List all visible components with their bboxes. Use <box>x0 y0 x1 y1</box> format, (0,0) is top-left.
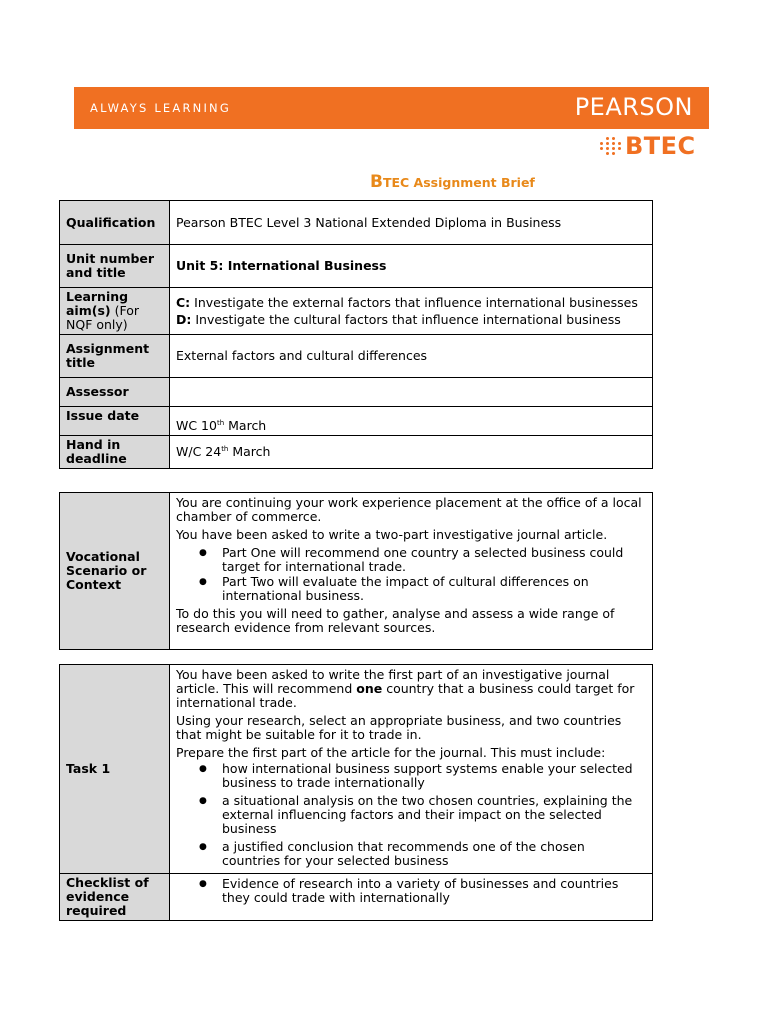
tagline: ALWAYS LEARNING <box>90 101 231 115</box>
learning-aims-label <box>60 288 170 335</box>
pearson-logo: PEARSON <box>574 93 693 121</box>
task-paragraph-3: Prepare the first part of the article for the journal. This must include: <box>176 745 606 760</box>
pearson-banner <box>74 87 709 129</box>
learning-aims-value <box>170 288 653 335</box>
list-item: ● a justified conclusion that recommends one of the chosen countries for your selected business <box>222 840 646 868</box>
checklist-content <box>170 874 653 921</box>
task-paragraph-1-emphasis: one <box>356 681 383 696</box>
scenario-paragraph-2: You have been asked to write a two-part investigative journal article. <box>176 527 608 542</box>
issue-date-month: March <box>224 418 267 433</box>
task-paragraph-1-start: You have been asked to write the first part of an investigative journal article. This will recommend <box>176 667 610 696</box>
aim-d-text: Investigate the cultural factors that influence international business <box>191 311 621 327</box>
aim-c-text: Investigate the external factors that influence international businesses <box>190 294 638 310</box>
scenario-content <box>170 493 653 650</box>
learning-aims-label-note: (For NQF only) <box>66 303 140 332</box>
list-item: ● Part One will recommend one country a selected business could target for international trade. <box>222 546 646 574</box>
assessor-value <box>170 378 653 407</box>
list-item: ● Part Two will evaluate the impact of cultural differences on international business. <box>222 575 646 603</box>
scenario-bullet-list <box>176 546 646 603</box>
assignment-title-label: Assignment title <box>60 335 170 378</box>
table-row <box>60 378 653 407</box>
table-row <box>60 245 653 288</box>
issue-date-value <box>170 407 653 436</box>
title-rest: TEC Assignment Brief <box>382 175 535 190</box>
scenario-paragraph-3: To do this you will need to gather, analyse and assess a wide range of research evidence from relevant sources. <box>176 606 615 635</box>
table-row <box>60 874 653 921</box>
list-item: ● how international business support systems enable your selected business to trade internationally <box>222 762 646 790</box>
task-table <box>59 664 653 921</box>
task-paragraph-1-end: country that a business could target for international trade. <box>176 681 635 710</box>
qualification-value: Pearson BTEC Level 3 National Extended Diploma in Business <box>170 201 653 245</box>
task-bullet-list <box>176 762 646 868</box>
scenario-paragraph-1: You are continuing your work experience placement at the office of a local chamber of commerce. <box>176 495 642 524</box>
hand-in-month: March <box>228 444 271 459</box>
learning-aims-label-bold: Learning aim(s) <box>66 289 129 318</box>
btec-logo <box>600 131 696 161</box>
qualification-label: Qualification <box>60 201 170 245</box>
table-row <box>60 201 653 245</box>
table-row <box>60 288 653 335</box>
table-row <box>60 407 653 436</box>
scenario-table <box>59 492 653 650</box>
unit-value: Unit 5: International Business <box>170 245 653 288</box>
issue-date-label: Issue date <box>60 407 170 436</box>
task-paragraph-2: Using your research, select an appropriate business, and two countries that might be suitable for it to trade in. <box>176 713 622 742</box>
table-row <box>60 335 653 378</box>
table-row <box>60 665 653 874</box>
issue-date-suffix: th <box>216 418 225 427</box>
aim-d-key: D: <box>176 311 192 327</box>
assessor-label: Assessor <box>60 378 170 407</box>
list-item: ● Evidence of research into a variety of businesses and countries they could trade with internationally <box>222 877 646 905</box>
hand-in-day: W/C 24 <box>176 444 222 459</box>
table-row <box>60 436 653 469</box>
task-1-content <box>170 665 653 874</box>
scenario-label: Vocational Scenario or Context <box>60 493 170 650</box>
btec-dots-icon <box>600 137 622 155</box>
assignment-details-table <box>59 200 653 469</box>
issue-date-day: WC 10 <box>176 418 217 433</box>
task-paragraph-1 <box>176 668 646 710</box>
aim-c <box>176 296 646 310</box>
btec-wordmark: BTEC <box>625 132 696 160</box>
table-row <box>60 493 653 650</box>
document-title <box>370 172 535 192</box>
assignment-title-value: External factors and cultural differences <box>170 335 653 378</box>
hand-in-deadline-label: Hand in deadline <box>60 436 170 469</box>
aim-d <box>176 313 646 327</box>
hand-in-suffix: th <box>221 444 229 453</box>
checklist-bullet-list <box>176 877 646 905</box>
title-initial: B <box>370 172 383 192</box>
checklist-label: Checklist of evidence required <box>60 874 170 921</box>
unit-label: Unit number and title <box>60 245 170 288</box>
list-item: ● a situational analysis on the two chosen countries, explaining the external influencing factors and their impact on the selected business <box>222 794 646 836</box>
aim-c-key: C: <box>176 294 191 310</box>
task-1-label: Task 1 <box>60 665 170 874</box>
hand-in-deadline-value <box>170 436 653 469</box>
